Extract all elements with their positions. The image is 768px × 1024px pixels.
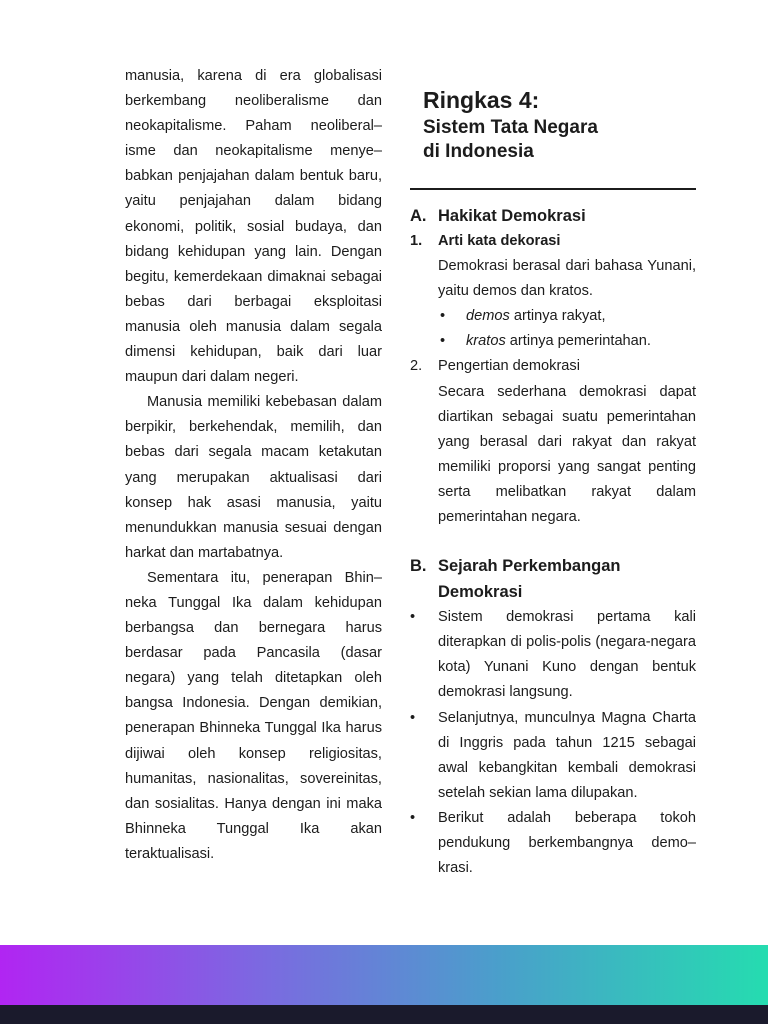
section-a-title: Hakikat Demokrasi (438, 207, 586, 225)
section-b-title-line2: Demokrasi (438, 583, 523, 602)
list-item (410, 605, 696, 705)
body-paragraph: manusia, karena di era globalisasi berkembang neoliberalisme dan neokapitalisme. Paham neoliberal–isme dan neokapitalisme menye–babkan penjajahan dalam bentuk baru, yaitu penjajahan dalam bidang ekonomi, politik, sosial budaya, dan bidang kehidupan yang lain. Dengan begitu, kemerdekaan dimaknai sebagai bebas dari berbagai eksploitasi manusia oleh manusia dalam segala dimensi kehidupan, baik dari luar maupun dari dalam negeri. (125, 68, 382, 386)
footer-gradient-band (0, 945, 768, 1005)
left-column (125, 64, 382, 867)
list-item (410, 706, 696, 806)
summary-subtitle-line1: Sistem Tata Negara (423, 117, 598, 138)
list-item (410, 806, 696, 881)
term-kratos-meaning: artinya pemerintahan. (505, 333, 651, 350)
section-b-marker: B. (410, 557, 427, 576)
bullet-icon: • (440, 333, 446, 350)
item-2-marker: 2. (410, 358, 423, 375)
term-kratos: kratos (466, 333, 506, 350)
section-b-heading (410, 553, 696, 605)
summary-title: Ringkas 4: (423, 87, 540, 113)
term-demos: demos (466, 308, 510, 325)
term-demos-meaning: artinya rakyat, (509, 308, 606, 325)
section-a-heading (410, 203, 696, 229)
bullet-text: Sistem demokrasi pertama kali diterapkan di polis-polis (negara-negara kota) Yunani Kuno dengan bentuk demokrasi langsung. (438, 609, 696, 701)
summary-subtitle-line2: di Indonesia (423, 141, 534, 162)
bullet-text (466, 304, 606, 329)
bullet-icon: • (410, 809, 416, 826)
bullet-icon: • (440, 308, 446, 325)
list-item (410, 254, 696, 304)
sub-bullet-item (438, 304, 696, 329)
bullet-text: Berikut adalah beberapa tokoh pendukung berkembangnya demo–krasi. (438, 809, 696, 877)
list-item (410, 229, 696, 254)
item-1-text: Demokrasi berasal dari bahasa Yunani, yaitu demos dan kratos. (438, 258, 696, 300)
item-2-text: Secara sederhana demokrasi dapat diartikan sebagai suatu pemerintahan yang berasal dari rakyat dan rakyat memiliki proporsi yang sangat penting serta melibatkan rakyat dalam pemerintahan negara. (438, 383, 696, 526)
section-b-title (438, 553, 621, 605)
bullet-icon: • (410, 709, 416, 726)
bullet-text: Selanjutnya, munculnya Magna Charta di Inggris pada tahun 1215 sebagai awal kebangkitan kembali demokrasi setelah sekian lama dilupakan. (438, 709, 696, 801)
title-divider (410, 188, 696, 190)
summary-column (410, 84, 696, 881)
bullet-text (466, 329, 651, 354)
list-item (410, 380, 696, 531)
sub-bullet-item (438, 329, 696, 354)
section-b-title-line1: Sejarah Perkembangan (438, 557, 621, 576)
item-1-marker: 1. (410, 233, 423, 249)
item-1-heading: Arti kata dekorasi (438, 233, 561, 249)
list-item (410, 354, 696, 379)
body-paragraph: Sementara itu, penerapan Bhin–neka Tunggal Ika dalam kehidupan berbangsa dan bernegara harus berdasar pada Pancasila (dasar negara) yang telah ditetapkan oleh bangsa Indonesia. Dengan demikian, penerapan Bhinneka Tunggal Ika harus dijiwai oleh konsep religiositas, humanitas, nasionalitas, sovereinitas, dan sosialitas. Hanya dengan ini maka Bhinneka Tunggal Ika akan teraktualisasi. (125, 569, 382, 862)
bullet-icon: • (410, 609, 416, 626)
body-paragraph: Manusia memiliki kebebasan dalam berpikir, berkehendak, memilih, dan bebas dari segala macam ketakutan yang merupakan aktualisasi dari konsep hak asasi manusia, yaitu menundukkan manusia sesuai dengan harkat dan martabatnya. (125, 394, 382, 561)
footer-dark-band (0, 1005, 768, 1024)
section-a-marker: A. (410, 207, 427, 225)
item-2-heading: Pengertian demokrasi (438, 358, 580, 375)
